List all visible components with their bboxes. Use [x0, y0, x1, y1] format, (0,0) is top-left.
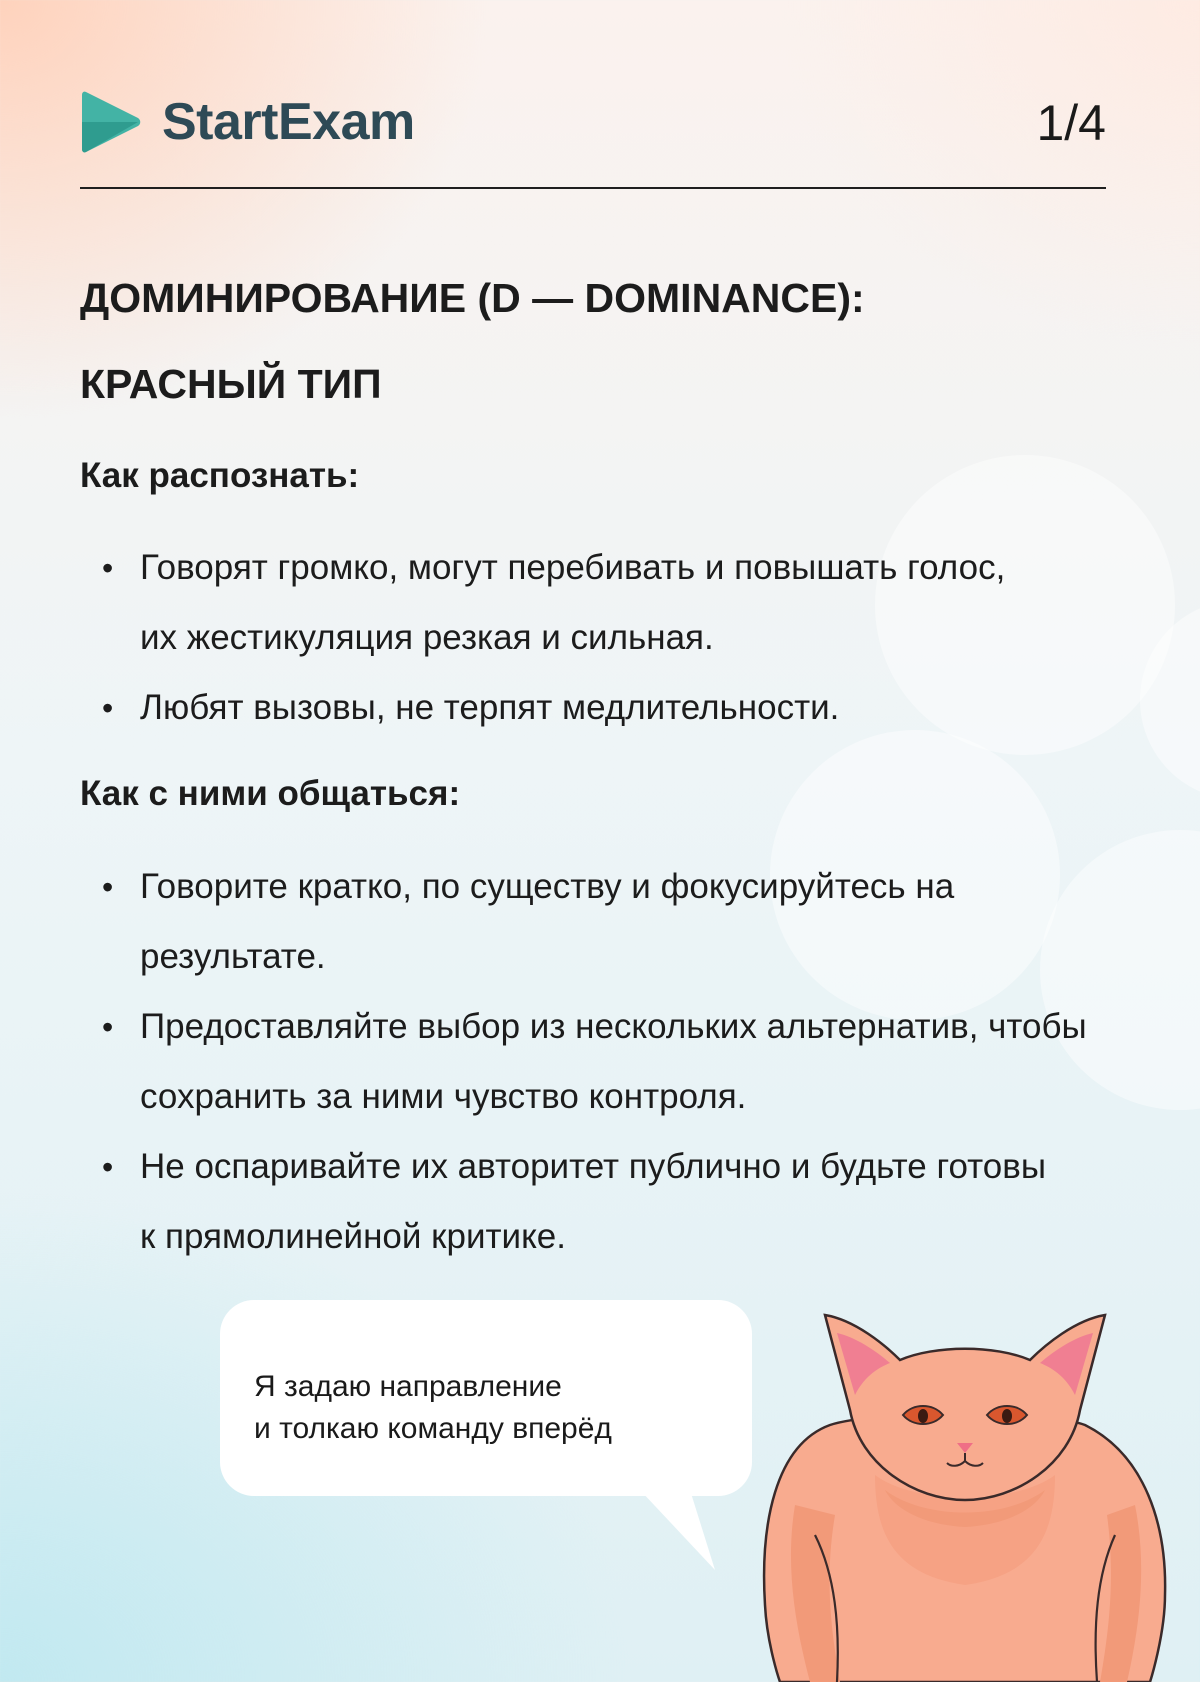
list-item: • Говорят громко, могут перебивать и повышать голос, их жестикуляция резкая и сильная.: [100, 533, 1040, 673]
list-item: • Предоставляйте выбор из нескольких альтернатив, чтобы сохранить за ними чувство контроля.: [100, 992, 1110, 1132]
speech-bubble-text: Я задаю направление и толкаю команду вперёд: [254, 1370, 612, 1445]
header-divider: [80, 187, 1106, 189]
bullet-list-recognize: [100, 533, 1040, 743]
brand-logo: [80, 88, 415, 156]
muscular-cat-illustration-icon: [755, 1275, 1175, 1682]
page-title: [80, 255, 1120, 427]
header: [80, 88, 1106, 188]
section-heading-recognize: Как распознать:: [80, 456, 360, 495]
page-counter: 1/4: [1036, 95, 1106, 151]
list-item: • Не оспаривайте их авторитет публично и будьте готовы к прямолинейной критике.: [100, 1132, 1060, 1272]
play-triangle-logo-icon: [80, 88, 142, 156]
speech-bubble: [220, 1300, 752, 1496]
brand-name: StartExam: [162, 93, 415, 151]
page-title-line-2: КРАСНЫЙ ТИП: [80, 361, 382, 407]
bullet-list-communicate: [100, 852, 1110, 1272]
page-title-line-1: ДОМИНИРОВАНИЕ (D — DOMINANCE):: [80, 275, 865, 321]
list-item: • Любят вызовы, не терпят медлительности.: [100, 673, 1040, 743]
section-heading-communicate: Как с ними общаться:: [80, 774, 461, 813]
list-item: • Говорите кратко, по существу и фокусируйтесь на результате.: [100, 852, 1020, 992]
